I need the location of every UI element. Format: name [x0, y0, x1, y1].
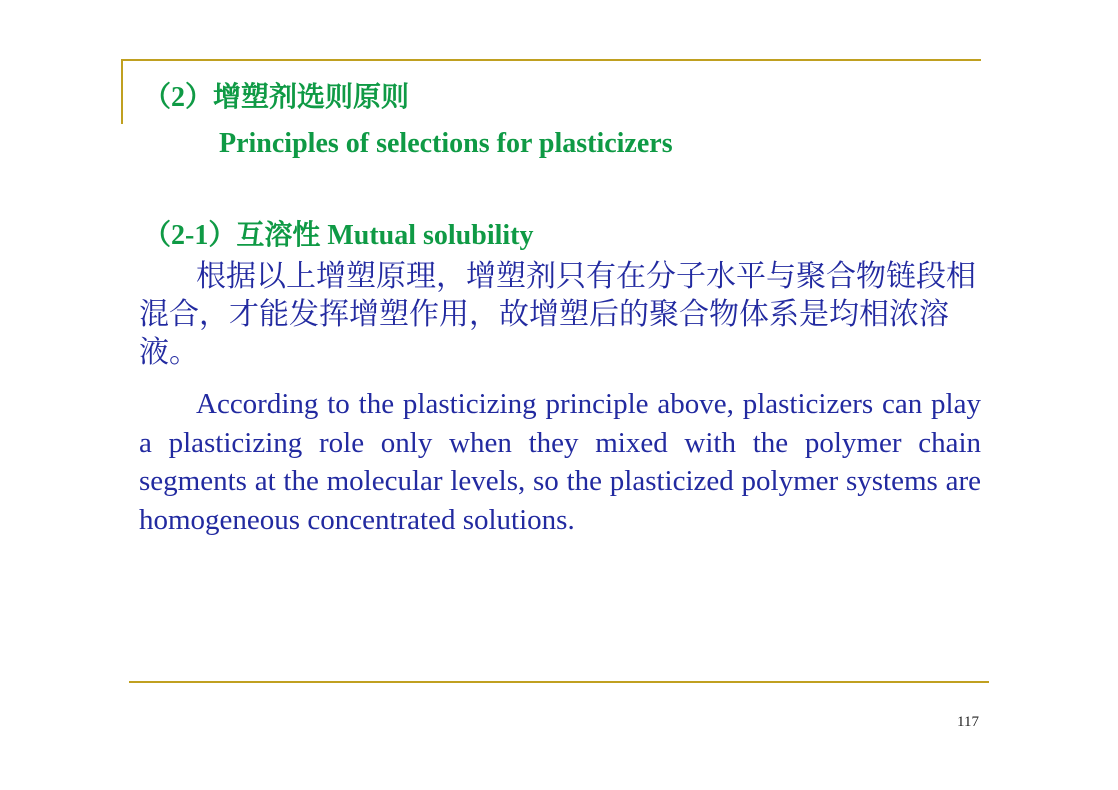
page-number: 117 [957, 714, 979, 730]
section-heading-english: Principles of selections for plasticizers [219, 128, 673, 159]
bottom-horizontal-rule [129, 681, 989, 683]
paragraph-english: According to the plasticizing principle above, plasticizers can play a plasticizing role only when they mixed with the polymer chain segments at the molecular levels, so the plasticized polymer systems are homogeneous concentrated solutions. [139, 388, 981, 536]
top-vertical-rule [121, 59, 123, 124]
subsection-heading: （2-1）互溶性 Mutual solubility [143, 220, 534, 251]
section-heading: （2）增塑剂选则原则 [143, 82, 410, 113]
top-horizontal-rule [121, 59, 981, 61]
paragraph-chinese: 根据以上增塑原理，增塑剂只有在分子水平与聚合物链段相混合，才能发挥增塑作用，故增塑后的聚合物体系是均相浓溶液。 [139, 260, 976, 369]
